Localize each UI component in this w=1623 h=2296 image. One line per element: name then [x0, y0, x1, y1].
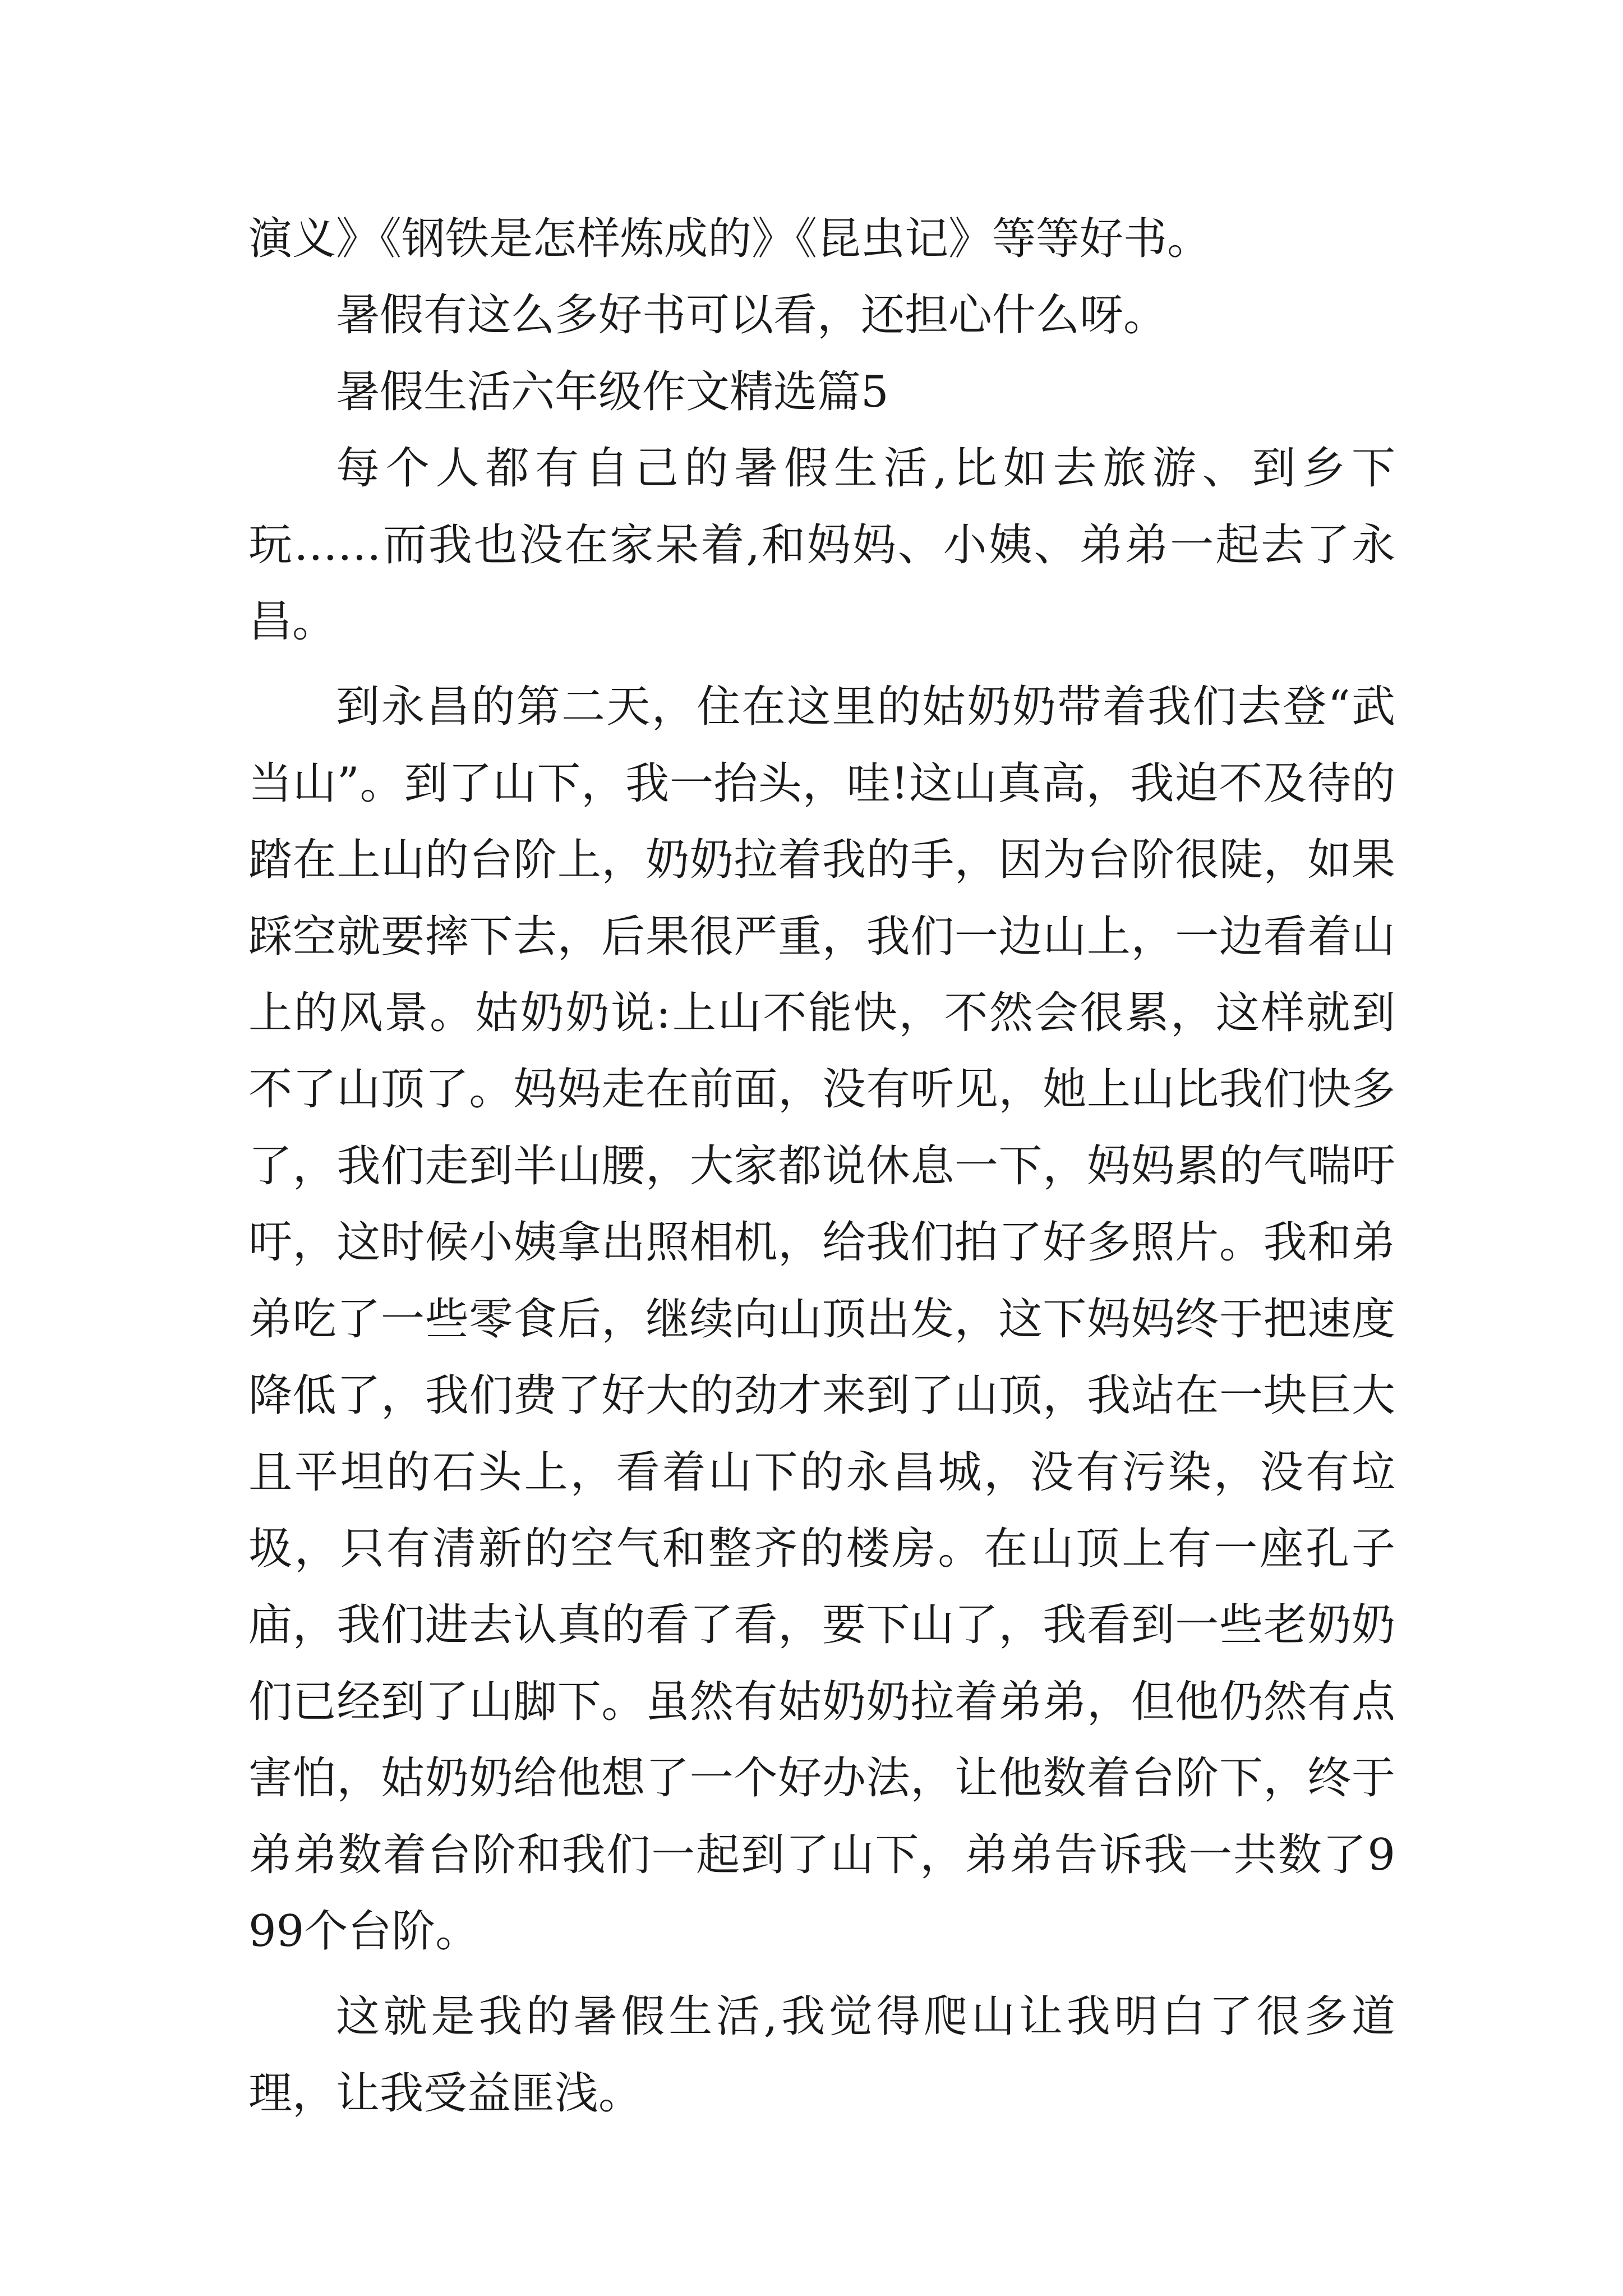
paragraph-mountain-climb: 到永昌的第二天，住在这里的姑奶奶带着我们去登“武当山”。到了山下，我一抬头，哇!这山真高，我迫不及待的踏在上山的台阶上，奶奶拉着我的手，因为台阶很陡，如果踩空就要摔下去，后果很严重，我们一边山上，一边看着山上的风景。姑奶奶说:上山不能快，不然会很累，这样就到不了山顶了。妈妈走在前面，没有听见，她上山比我们快多了，我们走到半山腰，大家都说休息一下，妈妈累的气喘吁吁，这时候小姨拿出照相机，给我们拍了好多照片。我和弟弟吃了一些零食后，继续向山顶出发，这下妈妈终于把速度降低了，我们费了好大的劲才来到了山顶，我站在一块巨大且平坦的石头上，看着山下的永昌城，没有污染，没有垃圾，只有清新的空气和整齐的楼房。在山顶上有一座孔子庙，我们进去认真的看了看，要下山了，我看到一些老奶奶们已经到了山脚下。虽然有姑奶奶拉着弟弟，但他仍然有点害怕，姑奶奶给他想了一个好办法，让他数着台阶下，终于弟弟数着台阶和我们一起到了山下，弟弟告诉我一共数了999个台阶。 [248, 682, 1395, 1957]
article-body [248, 201, 1395, 2132]
paragraph-conclusion: 这就是我的暑假生活,我觉得爬山让我明白了很多道理，让我受益匪浅。 [248, 1991, 1395, 2119]
paragraph-intro: 每个人都有自己的暑假生活,比如去旅游、到乡下玩……而我也没在家呆着,和妈妈、小姨、弟弟一起去了永昌。 [248, 443, 1395, 647]
essay-heading: 暑假生活六年级作文精选篇5 [336, 366, 889, 417]
paragraph-continued-book-list: 演义》《钢铁是怎样炼成的》《昆虫记》等等好书。 [248, 214, 1211, 264]
paragraph-summer-books: 暑假有这么多好书可以看，还担心什么呀。 [336, 290, 1168, 341]
